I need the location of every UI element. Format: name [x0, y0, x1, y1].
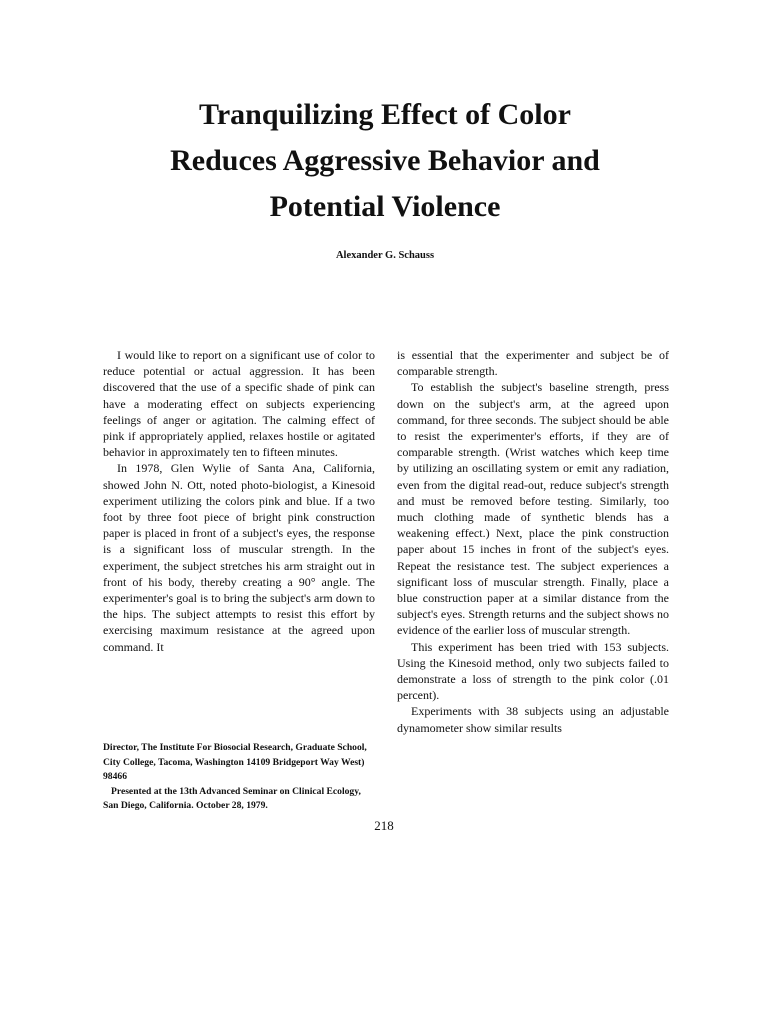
body-paragraph: Experiments with 38 subjects using an adjustable dynamometer show similar results: [397, 704, 669, 735]
page-number: 218: [374, 818, 394, 833]
body-paragraph: In 1978, Glen Wylie of Santa Ana, California, showed John N. Ott, noted photo-biologist, a Kinesoid experiment utilizing the colors pink and blue. If a two foot by three foot piece of bright pink construction paper is placed in front of a subject's eyes, the response is a significant loss of muscular strength. In the experiment, the subject stretches his arm straight out in front of his body, thereby creating a 90° angle. The experimenter's goal is to bring the subject's arm down to the hips. The subject attempts to resist this effort by exercising maximum resistance at the agreed upon command. It: [103, 461, 375, 654]
title-line: Tranquilizing Effect of Color: [199, 98, 571, 131]
body-paragraph: To establish the subject's baseline strength, press down on the subject's arm, at the agreed upon command, for three seconds. The subject should be able to resist the experimenter's efforts, if they are of comparable strength. (Wrist watches which keep time by utilizing an oscillating system or emit any radiation, even from the digital read-out, reduce subject's strength and must be removed before testing. Similarly, too much clothing made of synthetic blends has a weakening effect.) Next, place the pink construction paper about 15 inches in front of the subject's eyes. Repeat the resistance test. The subject experiences a significant loss of muscular strength. Finally, place a blue construction paper at a similar distance from the subject's eyes. Strength returns and the subject shows no evidence of the earlier loss of muscular strength.: [397, 380, 669, 638]
right-column: [397, 347, 669, 736]
title-line: Potential Violence: [269, 190, 501, 223]
article-title: [100, 92, 670, 230]
left-column: [103, 347, 375, 655]
body-paragraph: This experiment has been tried with 153 subjects. Using the Kinesoid method, only two subjects failed to demonstrate a loss of strength to the pink color (.01 percent).: [397, 639, 669, 703]
author-footnote: [103, 741, 378, 814]
footnote-presented: Presented at the 13th Advanced Seminar on Clinical Ecology, San Diego, California. October 28, 1979.: [103, 785, 361, 811]
body-paragraph: I would like to report on a significant use of color to reduce potential or actual aggression. It has been discovered that the use of a specific shade of pink can have a moderating effect on subjects experiencing feelings of anger or agitation. The calming effect of pink if appropriately applied, relaxes hostile or agitated behavior in approximately ten to fifteen minutes.: [103, 348, 375, 460]
title-line: Reduces Aggressive Behavior and: [170, 144, 600, 177]
body-paragraph: is essential that the experimenter and subject be of comparable strength.: [397, 348, 669, 379]
footnote-affiliation: Director, The Institute For Biosocial Research, Graduate School, City College, Tacoma, Washington 14109 Bridgeport Way West) 98466: [103, 742, 367, 782]
author-name: Alexander G. Schauss: [335, 250, 435, 261]
